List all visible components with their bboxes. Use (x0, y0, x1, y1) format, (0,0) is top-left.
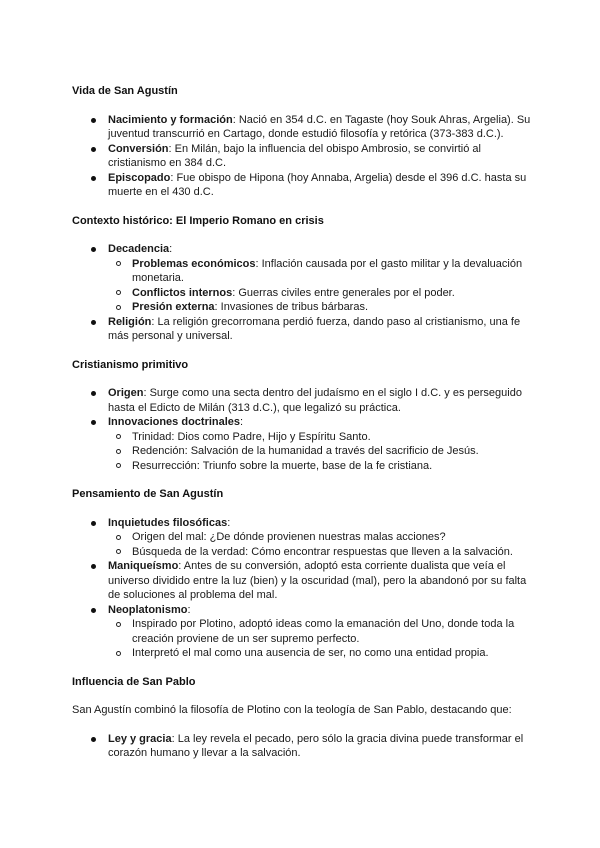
list-item: Episcopado: Fue obispo de Hipona (hoy Annaba, Argelia) desde el 396 d.C. hasta su muerte en el 430 d.C. (72, 171, 540, 200)
section-vida (72, 84, 540, 200)
paragraph: San Agustín combinó la filosofía de Plotino con la teología de San Pablo, destacando que: (72, 704, 512, 716)
sub-list-item: Interpretó el mal como una ausencia de ser, no como una entidad propia. (108, 646, 540, 661)
sub-list-item: Redención: Salvación de la humanidad a través del sacrificio de Jesús. (108, 444, 540, 459)
sub-list (108, 530, 540, 559)
sub-list (108, 257, 540, 315)
bullet-list (72, 386, 540, 473)
section-pensamiento (72, 487, 540, 661)
bullet-list (72, 516, 540, 661)
list-item: Conversión: En Milán, bajo la influencia del obispo Ambrosio, se convirtió al cristianismo en 384 d.C. (72, 142, 540, 171)
section-title: Cristianismo primitivo (72, 358, 189, 371)
bullet-list (72, 732, 540, 761)
sub-list (108, 617, 540, 661)
section-title: Influencia de San Pablo (72, 675, 196, 688)
sub-list-item: Problemas económicos: Inflación causada por el gasto militar y la devaluación monetaria. (108, 257, 540, 286)
bullet-list (72, 113, 540, 200)
list-item: Decadencia: Problemas económicos: Inflación causada por el gasto militar y la devaluación monetaria. Conflictos internos: Guerras civiles entre generales por el poder. Presión externa: Invasiones de tribus bárbaras. (72, 242, 540, 315)
sub-list-item: Inspirado por Plotino, adoptó ideas como la emanación del Uno, donde toda la creación proviene de un ser supremo perfecto. (108, 617, 540, 646)
list-item: Maniqueísmo: Antes de su conversión, adoptó esta corriente dualista que veía el universo dividido entre la luz (bien) y la oscuridad (mal), pero la abandonó por su falta de soluciones al problema del mal. (72, 559, 540, 603)
section-title: Vida de San Agustín (72, 85, 178, 97)
section-title: Pensamiento de San Agustín (72, 488, 224, 500)
sub-list-item: Presión externa: Invasiones de tribus bárbaras. (108, 300, 540, 315)
list-item: Neoplatonismo: Inspirado por Plotino, adoptó ideas como la emanación del Uno, donde toda la creación proviene de un ser supremo perfecto. Interpretó el mal como una ausencia de ser, no como una entidad propia. (72, 603, 540, 661)
list-item: Ley y gracia: La ley revela el pecado, pero sólo la gracia divina puede transformar el corazón humano y llevar a la salvación. (72, 732, 540, 761)
sub-list-item: Resurrección: Triunfo sobre la muerte, base de la fe cristiana. (108, 459, 540, 474)
sub-list (108, 430, 540, 474)
list-item: Religión: La religión grecorromana perdió fuerza, dando paso al cristianismo, una fe más personal y universal. (72, 315, 540, 344)
sub-list-item: Conflictos internos: Guerras civiles entre generales por el poder. (108, 286, 540, 301)
list-item: Origen: Surge como una secta dentro del judaísmo en el siglo I d.C. y es perseguido hasta el Edicto de Milán (313 d.C.), que legalizó su práctica. (72, 386, 540, 415)
bullet-list (72, 242, 540, 344)
sub-list-item: Búsqueda de la verdad: Cómo encontrar respuestas que lleven a la salvación. (108, 545, 540, 560)
section-contexto (72, 214, 540, 344)
sub-list-item: Origen del mal: ¿De dónde provienen nuestras malas acciones? (108, 530, 540, 545)
list-item: Innovaciones doctrinales: Trinidad: Dios como Padre, Hijo y Espíritu Santo. Redención: Salvación de la humanidad a través del sacrificio de Jesús. Resurrección: Triunfo sobre la muerte, base de la fe cristiana. (72, 415, 540, 473)
section-title: Contexto histórico: El Imperio Romano en crisis (72, 214, 324, 227)
section-cristianismo (72, 358, 540, 474)
list-item: Inquietudes filosóficas: Origen del mal: ¿De dónde provienen nuestras malas acciones? Búsqueda de la verdad: Cómo encontrar respuestas que lleven a la salvación. (72, 516, 540, 560)
sub-list-item: Trinidad: Dios como Padre, Hijo y Espíritu Santo. (108, 430, 540, 445)
section-san-pablo (72, 675, 540, 761)
list-item: Nacimiento y formación: Nació en 354 d.C. en Tagaste (hoy Souk Ahras, Argelia). Su juventud transcurrió en Cartago, donde estudió filosofía y retórica (373-383 d.C.). (72, 113, 540, 142)
